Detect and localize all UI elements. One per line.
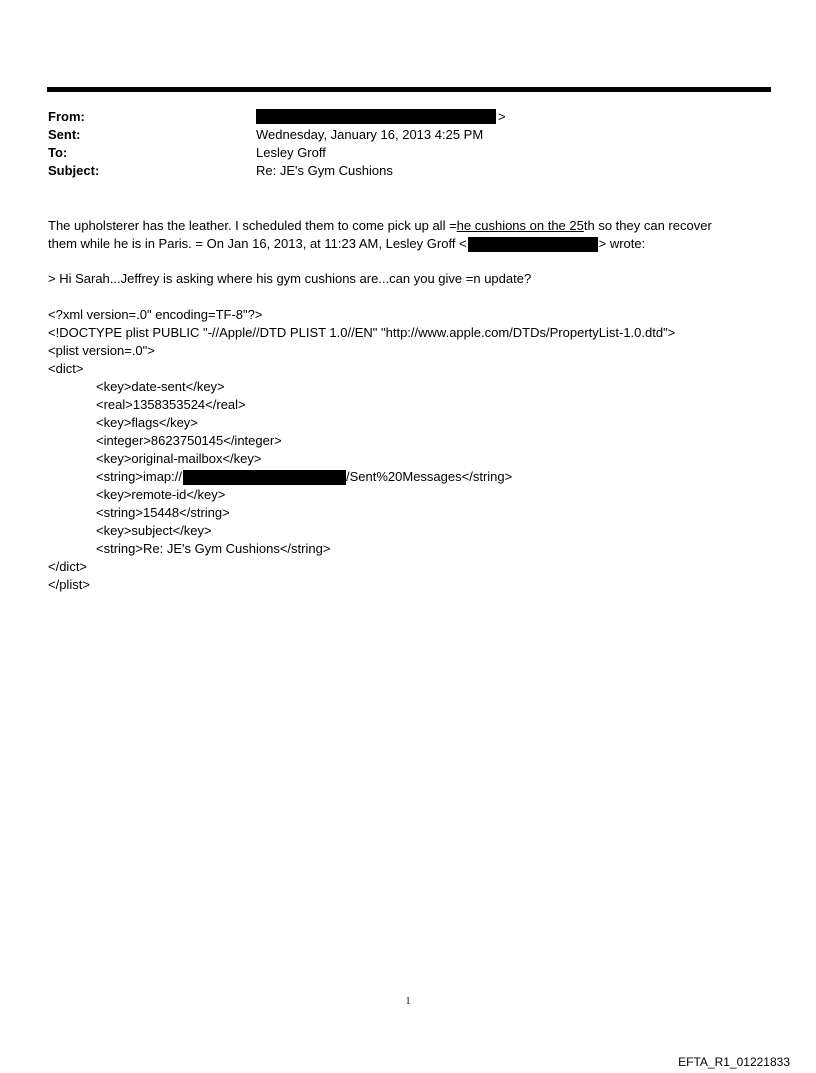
doctype-line: <!DOCTYPE plist PUBLIC "-//Apple//DTD PLIST 1.0//EN" "http://www.apple.com/DTDs/PropertyList-1.0.dtd">	[48, 325, 676, 340]
plist-entry: <key>subject</key>	[96, 523, 212, 538]
dict-close-tag: </dict>	[48, 559, 88, 574]
plist-entry: <string>15448</string>	[96, 505, 230, 520]
page-number: 1	[405, 996, 411, 1007]
message-line	[48, 217, 772, 235]
plist-entry: <key>date-sent</key>	[96, 379, 225, 394]
message-text: them while he is in Paris. = On Jan 16, 2013, at 11:23 AM, Lesley Groff <	[48, 236, 467, 251]
plist-open-tag: <plist version=.0">	[48, 343, 155, 358]
sent-value: Wednesday, January 16, 2013 4:25 PM	[256, 127, 484, 142]
message-line	[48, 235, 772, 253]
to-label: To:	[48, 145, 68, 160]
plist-entry: <real>1358353524</real>	[96, 397, 246, 412]
plist-entry: <key>remote-id</key>	[96, 487, 226, 502]
from-label: From:	[48, 109, 85, 124]
message-text-underlined: he cushions on the 25	[456, 218, 584, 233]
plist-entry: <integer>8623750145</integer>	[96, 433, 282, 448]
plist-entry: <key>flags</key>	[96, 415, 198, 430]
xml-declaration: <?xml version=.0" encoding=TF-8"?>	[48, 307, 263, 322]
subject-label: Subject:	[48, 163, 100, 178]
plist-entry: <string>Re: JE's Gym Cushions</string>	[96, 541, 331, 556]
to-value: Lesley Groff	[256, 145, 326, 160]
plist-entry: <key>original-mailbox</key>	[96, 451, 262, 466]
redaction-box	[468, 237, 598, 252]
redaction-box	[183, 470, 346, 485]
message-text: th so they can recover	[583, 218, 712, 233]
quoted-message	[48, 270, 772, 288]
redaction-box	[256, 109, 496, 124]
plist-entry-imap	[48, 468, 772, 486]
from-suffix: >	[498, 109, 506, 124]
document-id: EFTA_R1_01221833	[678, 1055, 790, 1069]
plist-close-tag: </plist>	[48, 577, 90, 592]
message-text: The upholsterer has the leather. I scheduled them to come pick up all =	[48, 218, 457, 233]
quoted-line: > Hi Sarah...Jeffrey is asking where his gym cushions are...can you give =n update?	[48, 271, 532, 286]
imap-suffix: /Sent%20Messages</string>	[346, 469, 513, 484]
header-divider	[47, 87, 771, 92]
imap-prefix: <string>imap://	[96, 469, 182, 484]
message-paragraph	[48, 217, 772, 253]
dict-open-tag: <dict>	[48, 361, 84, 376]
plist-block	[48, 306, 772, 594]
subject-value: Re: JE's Gym Cushions	[256, 163, 393, 178]
message-text: > wrote:	[598, 236, 646, 251]
sent-label: Sent:	[48, 127, 81, 142]
